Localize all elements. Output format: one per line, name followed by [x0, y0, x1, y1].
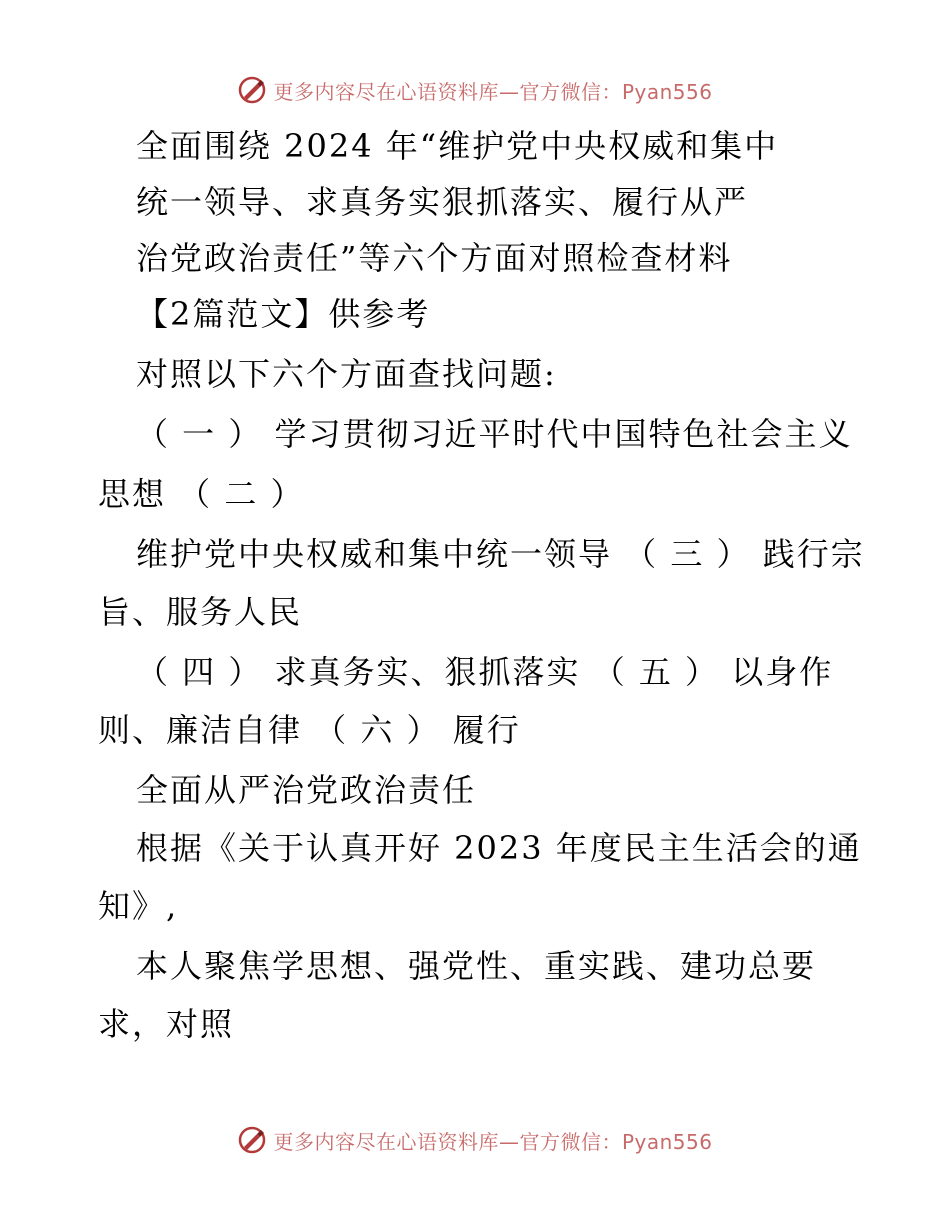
body-line-2: （ 一 ） 学习贯彻习近平时代中国特色社会主义 [136, 415, 853, 453]
body-line-9: 根据《关于认真开好 2023 年度民主生活会的通 [136, 829, 862, 867]
title-line-2: 统一领导、求真务实狠抓落实、履行从严 [136, 183, 749, 221]
title-line-4: 【2篇范文】供参考 [136, 295, 431, 333]
pen-logo-icon [237, 75, 267, 105]
body-line-10: 知》, [98, 887, 179, 925]
body-line-11: 本人聚焦学思想、强党性、重实践、建功总要 [136, 947, 817, 985]
watermark-footer [0, 1120, 950, 1160]
watermark-text: 更多内容尽在心语资料库—官方微信：Pyan556 [273, 79, 713, 104]
body-line-6: （ 四 ） 求真务实、狠抓落实 （ 五 ） 以身作 [136, 653, 834, 691]
watermark-header [0, 70, 950, 110]
body-line-8: 全面从严治党政治责任 [136, 771, 477, 809]
title-line-3: 治党政治责任”等六个方面对照检查材料 [136, 239, 733, 277]
body-line-5: 旨、服务人民 [98, 593, 303, 631]
body-line-12: 求，对照 [98, 1005, 235, 1043]
body-line-3: 思想 （ 二 ） [98, 475, 305, 513]
title-line-1: 全面围绕 2024 年“维护党中央权威和集中 [136, 127, 779, 165]
body-line-7: 则、廉洁自律 （ 六 ） 履行 [98, 711, 521, 749]
body-line-4: 维护党中央权威和集中统一领导 （ 三 ） 践行宗 [136, 535, 865, 573]
watermark-text: 更多内容尽在心语资料库—官方微信：Pyan556 [273, 1129, 713, 1154]
body-line-1: 对照以下六个方面查找问题: [136, 355, 557, 393]
pen-logo-icon [237, 1125, 267, 1155]
